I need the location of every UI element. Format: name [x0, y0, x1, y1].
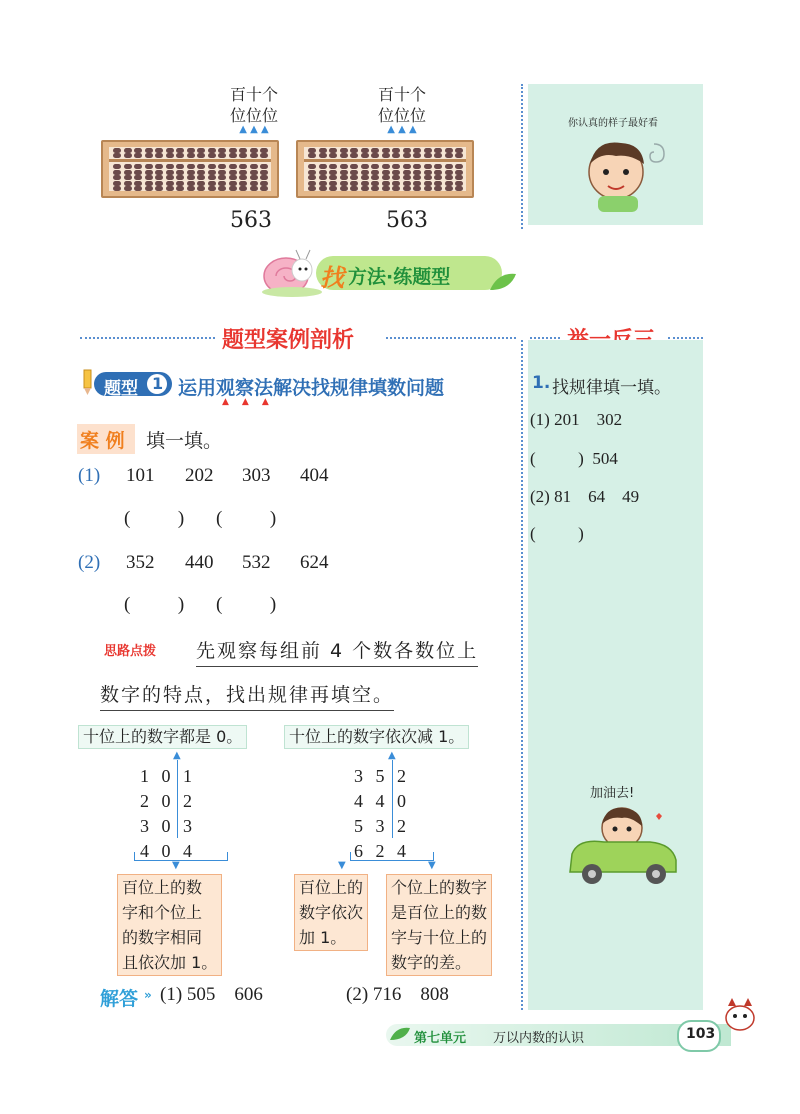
abacus-bead — [371, 170, 379, 175]
answer-2: (2) 716 808 — [346, 984, 449, 1005]
footer-unit: 第七单元 — [414, 1031, 467, 1046]
abacus-bead — [239, 153, 247, 158]
abacus-bead — [371, 153, 379, 158]
arrow-icons: ▲ ▲ ▲ — [239, 124, 269, 135]
abacus-bead — [134, 186, 142, 191]
abacus-bead — [260, 186, 268, 191]
digit-row: 6 2 4 — [354, 841, 406, 861]
answer-tag: 解答 — [100, 988, 139, 1010]
abacus-bead — [340, 153, 348, 158]
abacus-bead — [403, 186, 411, 191]
abacus-value-right: 563 — [386, 208, 428, 233]
side-divider-top — [521, 84, 523, 229]
practice-panel — [528, 340, 703, 1010]
abacus-bead — [455, 164, 463, 169]
abacus-bead — [208, 181, 216, 186]
problem1-num-1: 101 — [126, 465, 155, 486]
abacus-bead — [455, 175, 463, 180]
practice-p1-blank[interactable]: ( ) 504 — [530, 449, 618, 468]
abacus-bead — [434, 181, 442, 186]
abacus-bead — [445, 175, 453, 180]
footer-title: 万以内数的认识 — [493, 1031, 585, 1046]
abacus-bead — [350, 181, 358, 186]
practice-q-num: 1. — [532, 373, 551, 393]
abacus-bead — [124, 186, 132, 191]
abacus-bead — [176, 181, 184, 186]
section-title-left: 题型案例剖析 — [222, 328, 355, 353]
abacus-bead — [229, 153, 237, 158]
abacus-bead — [424, 153, 432, 158]
abacus-bead — [413, 186, 421, 191]
abacus-bead — [134, 175, 142, 180]
abacus-bead — [187, 153, 195, 158]
abacus-bead — [424, 170, 432, 175]
type-number: 1 — [152, 374, 164, 393]
abacus-bead — [197, 181, 205, 186]
abacus-bead — [319, 181, 327, 186]
abacus-bead — [413, 175, 421, 180]
abacus-bead — [371, 181, 379, 186]
banner-title: 方法·练题型 — [348, 266, 451, 288]
practice-q-text: 找规律填一填。 — [552, 378, 671, 398]
abacus-bead — [319, 164, 327, 169]
abacus-bead — [155, 153, 163, 158]
column-divider — [521, 340, 523, 1010]
abacus-bead — [413, 153, 421, 158]
abacus-bead — [350, 175, 358, 180]
abacus-bead — [403, 170, 411, 175]
problem1-blank-2[interactable]: ( ) — [216, 508, 277, 529]
practice-p2: (2) 81 64 49 — [530, 487, 640, 506]
abacus-bead — [239, 170, 247, 175]
abacus-bead — [392, 186, 400, 191]
problem1-num-3: 303 — [242, 465, 271, 486]
section-line-left-a — [80, 337, 215, 339]
abacus-bead — [445, 181, 453, 186]
leaf-icon — [388, 1024, 412, 1044]
abacus-bead — [329, 170, 337, 175]
abacus-bead — [113, 153, 121, 158]
abacus-left — [101, 140, 279, 198]
abacus-bead — [308, 186, 316, 191]
note-box-1: 百位上的数 字和个位上 的数字相同 且依次加 1。 — [117, 874, 222, 976]
problem1-num-2: 202 — [185, 465, 214, 486]
digit-row: 3 5 2 — [354, 766, 406, 786]
abacus-bead — [229, 175, 237, 180]
abacus-bead — [319, 153, 327, 158]
abacus-bead — [424, 164, 432, 169]
analysis-label-left: 十位上的数字都是 0。 — [78, 725, 247, 749]
abacus-bead — [329, 186, 337, 191]
abacus-bead — [229, 186, 237, 191]
section-line-right-b — [668, 337, 703, 339]
abacus-bead — [455, 170, 463, 175]
problem2-num-4: 624 — [300, 552, 329, 573]
abacus-bead — [371, 164, 379, 169]
abacus-bead — [424, 175, 432, 180]
method-banner — [256, 246, 516, 302]
abacus-bead — [403, 181, 411, 186]
abacus-bead — [403, 164, 411, 169]
abacus-right-labels — [372, 84, 432, 134]
digit-row: 4 0 4 — [140, 841, 192, 861]
abacus-bead — [250, 175, 258, 180]
abacus-value-left: 563 — [230, 208, 272, 233]
abacus-bead — [350, 153, 358, 158]
hint-line-2: 数字的特点，找出规律再填空。 — [100, 680, 394, 711]
hint-tag: 思路点拨 — [104, 644, 157, 659]
place-names-bottom: 位位位 — [377, 106, 426, 125]
arrow-down-icon: ▼ — [428, 860, 436, 871]
abacus-bead — [382, 186, 390, 191]
abacus-bead — [260, 181, 268, 186]
abacus-bead — [361, 170, 369, 175]
abacus-bead — [187, 186, 195, 191]
abacus-bead — [350, 170, 358, 175]
abacus-bead — [208, 164, 216, 169]
abacus-bead — [445, 164, 453, 169]
practice-p1: (1) 201 302 — [530, 410, 623, 429]
abacus-bead — [155, 170, 163, 175]
abacus-bead — [434, 153, 442, 158]
abacus-bead — [455, 153, 463, 158]
abacus-bead — [308, 175, 316, 180]
abacus-bead — [371, 175, 379, 180]
abacus-bead — [166, 164, 174, 169]
abacus-bead — [187, 170, 195, 175]
abacus-bead — [176, 175, 184, 180]
abacus-bead — [197, 153, 205, 158]
problem2-num-1: 352 — [126, 552, 155, 573]
abacus-bead — [218, 175, 226, 180]
abacus-bead — [145, 186, 153, 191]
side-panel-top — [528, 84, 703, 225]
abacus-bead — [239, 186, 247, 191]
abacus-bead — [308, 181, 316, 186]
section-line-left-b — [386, 337, 516, 339]
abacus-bead — [155, 175, 163, 180]
note-box-3: 个位上的数字 是百位上的数 字与十位上的 数字的差。 — [386, 874, 492, 976]
abacus-bead — [176, 170, 184, 175]
abacus-bead — [176, 153, 184, 158]
abacus-bead — [445, 153, 453, 158]
arrow-down-icon: ▼ — [172, 860, 180, 871]
abacus-bead — [260, 164, 268, 169]
abacus-bead — [361, 175, 369, 180]
abacus-bead — [229, 164, 237, 169]
abacus-bead — [340, 186, 348, 191]
problem1-num-4: 404 — [300, 465, 329, 486]
section-line-right-a — [530, 337, 560, 339]
abacus-bead — [250, 181, 258, 186]
abacus-bead — [434, 175, 442, 180]
abacus-bead — [187, 181, 195, 186]
abacus-bead — [413, 164, 421, 169]
abacus-bead — [218, 181, 226, 186]
abacus-bead — [229, 170, 237, 175]
note-box-2: 百位上的 数字依次 加 1。 — [294, 874, 368, 951]
abacus-bead — [424, 186, 432, 191]
abacus-bead — [124, 153, 132, 158]
abacus-bead — [145, 175, 153, 180]
speech-bubble-text: 你认真的样子最好看 — [568, 118, 658, 129]
hint-line-1: 先观察每组前 4 个数各数位上 — [196, 636, 478, 667]
digit-row: 2 0 2 — [140, 791, 192, 811]
digits-left — [140, 764, 192, 864]
abacus-bead — [250, 153, 258, 158]
bracket-right — [350, 852, 434, 861]
abacus-bead — [124, 164, 132, 169]
arrow-down-icon: ▼ — [338, 860, 346, 871]
abacus-bead — [424, 181, 432, 186]
abacus-bead — [155, 186, 163, 191]
cheer-text: 加油去! — [590, 786, 635, 801]
leaf-icon — [488, 270, 518, 294]
abacus-bead — [113, 170, 121, 175]
banner-logo-char: 找 — [320, 264, 344, 292]
analysis-label-right: 十位上的数字依次减 1。 — [284, 725, 469, 749]
abacus-bead — [250, 164, 258, 169]
abacus-bead — [350, 186, 358, 191]
abacus-bead — [413, 170, 421, 175]
place-names-top: 百十个 — [229, 85, 278, 104]
abacus-bead — [166, 175, 174, 180]
abacus-bead — [187, 175, 195, 180]
abacus-bead — [445, 186, 453, 191]
abacus-bead — [229, 181, 237, 186]
abacus-bead — [403, 175, 411, 180]
case-instruction: 填一填。 — [146, 430, 223, 452]
abacus-bead — [340, 170, 348, 175]
abacus-left-labels — [224, 84, 284, 134]
abacus-bead — [260, 153, 268, 158]
abacus-bead — [218, 186, 226, 191]
abacus-bead — [260, 175, 268, 180]
abacus-bead — [382, 170, 390, 175]
abacus-bead — [340, 175, 348, 180]
abacus-bead — [218, 164, 226, 169]
abacus-bead — [455, 186, 463, 191]
abacus-bead — [124, 181, 132, 186]
abacus-bead — [308, 153, 316, 158]
abacus-bead — [145, 153, 153, 158]
problem2-blank-1[interactable]: ( ) — [124, 594, 185, 615]
abacus-bead — [113, 181, 121, 186]
abacus-bead — [155, 181, 163, 186]
abacus-bead — [166, 170, 174, 175]
abacus-bead — [350, 164, 358, 169]
boy-thinking-icon — [576, 134, 676, 214]
abacus-bead — [250, 186, 258, 191]
problem1-label: (1) — [78, 465, 101, 486]
abacus-bead — [361, 181, 369, 186]
abacus-bead — [239, 164, 247, 169]
abacus-right — [296, 140, 474, 198]
abacus-bead — [124, 170, 132, 175]
abacus-bead — [145, 181, 153, 186]
abacus-bead — [382, 181, 390, 186]
boy-car-icon — [564, 802, 684, 892]
digit-row: 1 0 1 — [140, 766, 192, 786]
abacus-bead — [134, 153, 142, 158]
abacus-bead — [434, 170, 442, 175]
abacus-bead — [403, 153, 411, 158]
abacus-bead — [371, 186, 379, 191]
abacus-bead — [218, 153, 226, 158]
abacus-bead — [319, 186, 327, 191]
answer-1: (1) 505 606 — [160, 984, 263, 1005]
place-names-bottom: 位位位 — [229, 106, 278, 125]
abacus-bead — [208, 175, 216, 180]
abacus-bead — [392, 175, 400, 180]
abacus-bead — [434, 186, 442, 191]
case-tag-label: 案 例 — [80, 430, 125, 452]
problem2-num-2: 440 — [185, 552, 214, 573]
abacus-bead — [145, 164, 153, 169]
digit-row: 5 3 2 — [354, 816, 406, 836]
abacus-bead — [382, 153, 390, 158]
digit-row: 3 0 3 — [140, 816, 192, 836]
abacus-bead — [113, 164, 121, 169]
abacus-bead — [392, 164, 400, 169]
problem2-label: (2) — [78, 552, 101, 573]
abacus-bead — [197, 170, 205, 175]
abacus-bead — [361, 164, 369, 169]
abacus-bead — [208, 170, 216, 175]
abacus-bead — [340, 164, 348, 169]
place-names-top: 百十个 — [377, 85, 426, 104]
abacus-bead — [218, 170, 226, 175]
abacus-bead — [166, 186, 174, 191]
type-tag-label: 题型 — [104, 379, 138, 399]
emphasis-dots: ▲▲▲ — [222, 397, 282, 407]
mascot-icon — [720, 996, 760, 1032]
abacus-bead — [413, 181, 421, 186]
abacus-bead — [392, 170, 400, 175]
abacus-bead — [176, 186, 184, 191]
abacus-bead — [329, 164, 337, 169]
abacus-bead — [239, 175, 247, 180]
abacus-bead — [187, 164, 195, 169]
abacus-bead — [329, 153, 337, 158]
abacus-bead — [250, 170, 258, 175]
problem2-num-3: 532 — [242, 552, 271, 573]
digits-right — [354, 764, 406, 864]
abacus-bead — [329, 175, 337, 180]
abacus-bead — [308, 170, 316, 175]
abacus-bead — [434, 164, 442, 169]
abacus-bead — [319, 170, 327, 175]
abacus-bead — [239, 181, 247, 186]
abacus-bead — [113, 175, 121, 180]
arrow-up-icon: ▲ — [173, 750, 181, 761]
problem2-blank-2[interactable]: ( ) — [216, 594, 277, 615]
abacus-bead — [124, 175, 132, 180]
abacus-bead — [208, 186, 216, 191]
page-number: 103 — [686, 1026, 716, 1042]
problem1-blank-1[interactable]: ( ) — [124, 508, 185, 529]
abacus-bead — [308, 164, 316, 169]
arrow-icons: ▲ ▲ ▲ — [387, 124, 417, 135]
abacus-bead — [445, 170, 453, 175]
arrow-up-icon: ▲ — [388, 750, 396, 761]
abacus-bead — [392, 181, 400, 186]
abacus-bead — [134, 164, 142, 169]
abacus-bead — [176, 164, 184, 169]
type-title: 运用观察法解决找规律填数问题 — [178, 377, 445, 399]
abacus-bead — [166, 181, 174, 186]
abacus-bead — [197, 186, 205, 191]
abacus-bead — [145, 170, 153, 175]
abacus-bead — [382, 175, 390, 180]
abacus-bead — [208, 153, 216, 158]
abacus-bead — [319, 175, 327, 180]
abacus-bead — [260, 170, 268, 175]
abacus-bead — [166, 153, 174, 158]
bracket-left — [134, 852, 228, 861]
abacus-bead — [197, 164, 205, 169]
abacus-bead — [134, 170, 142, 175]
abacus-bead — [361, 153, 369, 158]
answer-arrow-icon: » — [144, 988, 152, 1002]
abacus-bead — [113, 186, 121, 191]
practice-p2-blank[interactable]: ( ) — [530, 524, 584, 543]
abacus-bead — [134, 181, 142, 186]
abacus-bead — [382, 164, 390, 169]
abacus-bead — [392, 153, 400, 158]
digit-row: 4 4 0 — [354, 791, 406, 811]
abacus-bead — [329, 181, 337, 186]
abacus-bead — [455, 181, 463, 186]
abacus-bead — [197, 175, 205, 180]
abacus-bead — [155, 164, 163, 169]
abacus-bead — [361, 186, 369, 191]
abacus-bead — [340, 181, 348, 186]
